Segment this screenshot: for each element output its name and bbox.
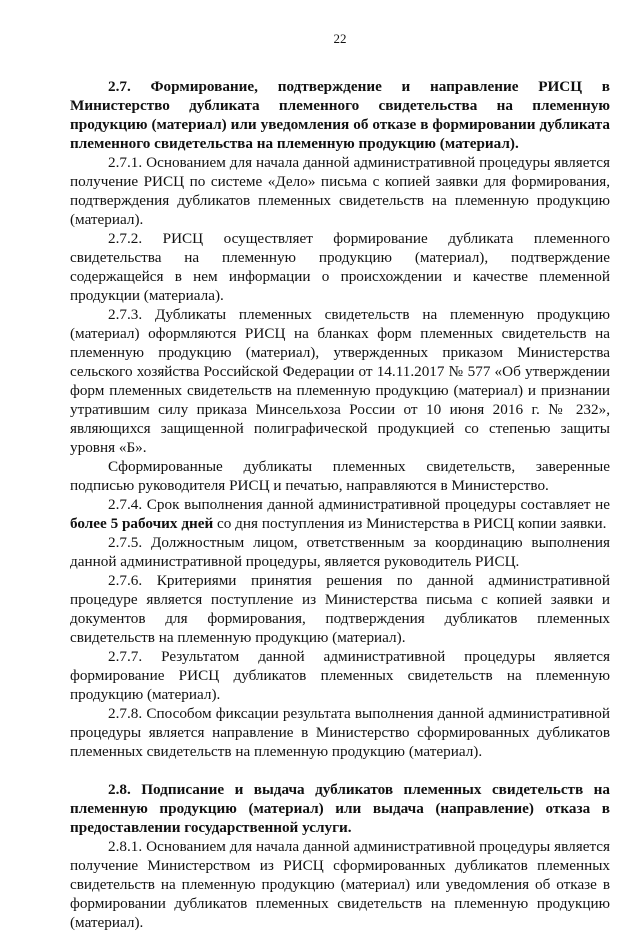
paragraph-2-7-7: 2.7.7. Результатом данной административной процедуры является формирование РИСЦ дубликатов племенных свидетельств на племенную продукцию (материал).: [70, 648, 610, 703]
page-number: 22: [333, 31, 347, 46]
paragraph-2-7-5: 2.7.5. Должностным лицом, ответственным за координацию выполнения данной административной процедуры, является руководитель РИСЦ.: [70, 534, 610, 570]
section-spacer: [70, 761, 610, 780]
section-2-8-heading: 2.8. Подписание и выдача дубликатов племенных свидетельств на племенную продукцию (материал) или выдача (направление) отказа в предоставлении государственной услуги.: [70, 781, 610, 836]
paragraph-2-7-6: 2.7.6. Критериями принятия решения по данной административной процедуре является поступление из Министерства письма с копией заявки и документов для формирования, подтверждения дубликатов племенных свидетельств на племенную продукцию (материал).: [70, 572, 610, 646]
paragraph-2-7-2: 2.7.2. РИСЦ осуществляет формирование дубликата племенного свидетельства на племенную продукцию (материал), подтверждение содержащейся в нем информации о происхождении и качестве племенной продукции (материала).: [70, 230, 610, 304]
paragraph-2-7-1: 2.7.1. Основанием для начала данной административной процедуры является получение РИСЦ по системе «Дело» письма с копией заявки для формирования, подтверждения дубликатов племенных свидетельств на племенную продукцию (материал).: [70, 154, 610, 228]
paragraph-2-7-4: [70, 495, 610, 533]
paragraph-2-7-8: 2.7.8. Способом фиксации результата выполнения данной административной процедуры является направление в Министерство сформированных дубликатов племенных свидетельств на племенную продукцию (материал).: [70, 705, 610, 760]
paragraph-2-7-4-start: 2.7.4. Срок выполнения данной административной процедуры составляет не: [108, 496, 610, 513]
paragraph-2-8-1: 2.8.1. Основанием для начала данной административной процедуры является получение Министерством из РИСЦ сформированных дубликатов племенных свидетельств на племенную продукцию (материал) или уведомления об отказе в формировании дубликатов племенных свидетельств на племенную продукцию (материал).: [70, 838, 610, 931]
paragraph-formed-duplicates: Сформированные дубликаты племенных свидетельств, заверенные подписью руководителя РИСЦ и печатью, направляются в Министерство.: [70, 458, 610, 494]
section-2-7-heading: 2.7. Формирование, подтверждение и направление РИСЦ в Министерство дубликата племенного свидетельства на племенную продукцию (материал) или уведомления об отказе в формировании дубликата племенного свидетельства на племенную продукцию (материал).: [70, 78, 610, 152]
deadline-bold-text: более 5 рабочих дней: [70, 515, 214, 532]
document-body: [70, 77, 610, 932]
paragraph-2-7-4-end: со дня поступления из Министерства в РИСЦ копии заявки.: [213, 515, 607, 532]
paragraph-2-7-3: 2.7.3. Дубликаты племенных свидетельств на племенную продукцию (материал) оформляются РИСЦ на бланках форм племенных свидетельств на племенную продукцию (материал), утвержденных приказом Министерства сельского хозяйства Российской Федерации от 14.11.2017 № 577 «Об утверждении форм племенных свидетельств на племенную продукцию (материал) и признании утратившим силу приказа Минсельхоза России от 10 июня 2016 г. № 232», являющихся защищенной полиграфической продукцией со степенью защиты уровня «Б».: [70, 306, 610, 456]
